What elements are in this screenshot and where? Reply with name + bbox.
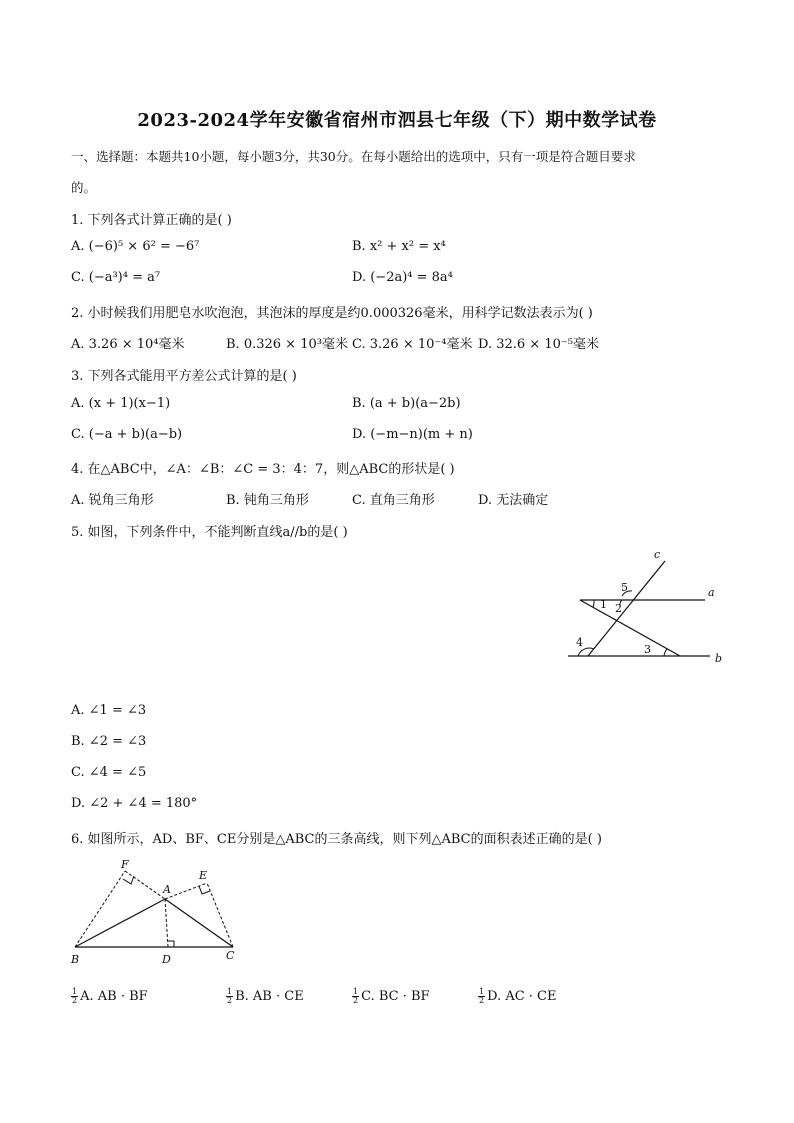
question-6-option-b: $\frac{1}{2}$ B. AB · CE — [227, 987, 304, 1005]
question-3-stem: 3. 下列各式能用平方差公式计算的是( ) — [71, 369, 297, 384]
fig6-label-a: A — [163, 883, 171, 896]
fig5-label-c: c — [654, 548, 661, 561]
question-1-option-d: D. (−2a)⁴ = 8a⁴ — [352, 270, 453, 285]
fig5-label-3: 3 — [644, 643, 651, 656]
question-5-option-c: C. ∠4 = ∠5 — [71, 765, 147, 780]
fig6-label-e: E — [199, 869, 208, 882]
question-4-option-c: C. 直角三角形 — [352, 493, 435, 508]
fig5-label-4: 4 — [576, 636, 583, 649]
question-3-option-a: A. (x + 1)(x−1) — [71, 396, 171, 411]
fig5-label-2: 2 — [615, 602, 622, 615]
section-heading-cont: 的。 — [71, 180, 97, 195]
question-2-option-d: D. 32.6 × 10⁻⁵毫米 — [478, 337, 599, 352]
question-4-option-d: D. 无法确定 — [478, 493, 549, 508]
page-title: 2023-2024学年安徽省宿州市泗县七年级（下）期中数学试卷 — [137, 110, 657, 131]
question-2-option-b: B. 0.326 × 10³毫米 — [226, 337, 348, 352]
question-5-option-d: D. ∠2 + ∠4 = 180° — [71, 796, 198, 811]
question-4-stem: 4. 在△ABC中，∠A：∠B：∠C = 3：4：7，则△ABC的形状是( ) — [71, 462, 455, 477]
fig6-label-c: C — [226, 949, 235, 962]
fig6-label-f: F — [121, 858, 129, 871]
question-5-option-b: B. ∠2 = ∠3 — [71, 734, 147, 749]
question-1-option-a: A. (−6)⁵ × 6² = −6⁷ — [71, 239, 200, 254]
question-1-option-b: B. x² + x² = x⁴ — [352, 239, 446, 254]
fraction-half: $\frac{1}{2}$ — [72, 987, 78, 1005]
question-2-stem: 2. 小时候我们用肥皂水吹泡泡，其泡沫的厚度是约0.000326毫米，用科学记数法表示为( ) — [71, 306, 593, 321]
question-1-option-c: C. (−a³)⁴ = a⁷ — [71, 270, 161, 285]
question-1-stem: 1. 下列各式计算正确的是( ) — [71, 213, 232, 228]
figure-5-parallel-lines — [560, 545, 730, 670]
fig5-label-b: b — [715, 652, 723, 665]
fraction-half: $\frac{1}{2}$ — [227, 987, 233, 1005]
question-6-option-d: $\frac{1}{2}$ D. AC · CE — [479, 987, 557, 1005]
question-3-option-b: B. (a + b)(a−2b) — [352, 396, 461, 411]
fig5-label-1: 1 — [600, 598, 607, 611]
question-6-option-a: $\frac{1}{2}$ A. AB · BF — [72, 987, 148, 1005]
fig5-label-a: a — [708, 586, 715, 599]
fig6-label-b: B — [71, 953, 80, 966]
question-4-option-b: B. 钝角三角形 — [226, 493, 309, 508]
question-6-option-c: $\frac{1}{2}$ C. BC · BF — [353, 987, 430, 1005]
question-5-stem: 5. 如图，下列条件中，不能判断直线a//b的是( ) — [71, 525, 348, 540]
fig6-label-d: D — [162, 953, 171, 966]
question-5-option-a: A. ∠1 = ∠3 — [71, 703, 147, 718]
fig5-label-5: 5 — [621, 581, 628, 594]
question-2-option-a: A. 3.26 × 10⁴毫米 — [71, 337, 185, 352]
question-3-option-d: D. (−m−n)(m + n) — [352, 427, 473, 442]
question-4-option-a: A. 锐角三角形 — [71, 493, 154, 508]
fraction-half: $\frac{1}{2}$ — [353, 987, 359, 1005]
question-2-option-c: C. 3.26 × 10⁻⁴毫米 — [352, 337, 473, 352]
question-6-stem: 6. 如图所示，AD、BF、CE分别是△ABC的三条高线，则下列△ABC的面积表述正确的是( ) — [71, 832, 602, 847]
section-heading: 一、选择题：本题共10小题，每小题3分，共30分。在每小题给出的选项中，只有一项是符合题目要求 — [71, 149, 636, 164]
figure-6-triangle-altitudes — [65, 855, 250, 970]
question-3-option-c: C. (−a + b)(a−b) — [71, 427, 183, 442]
fraction-half: $\frac{1}{2}$ — [479, 987, 485, 1005]
